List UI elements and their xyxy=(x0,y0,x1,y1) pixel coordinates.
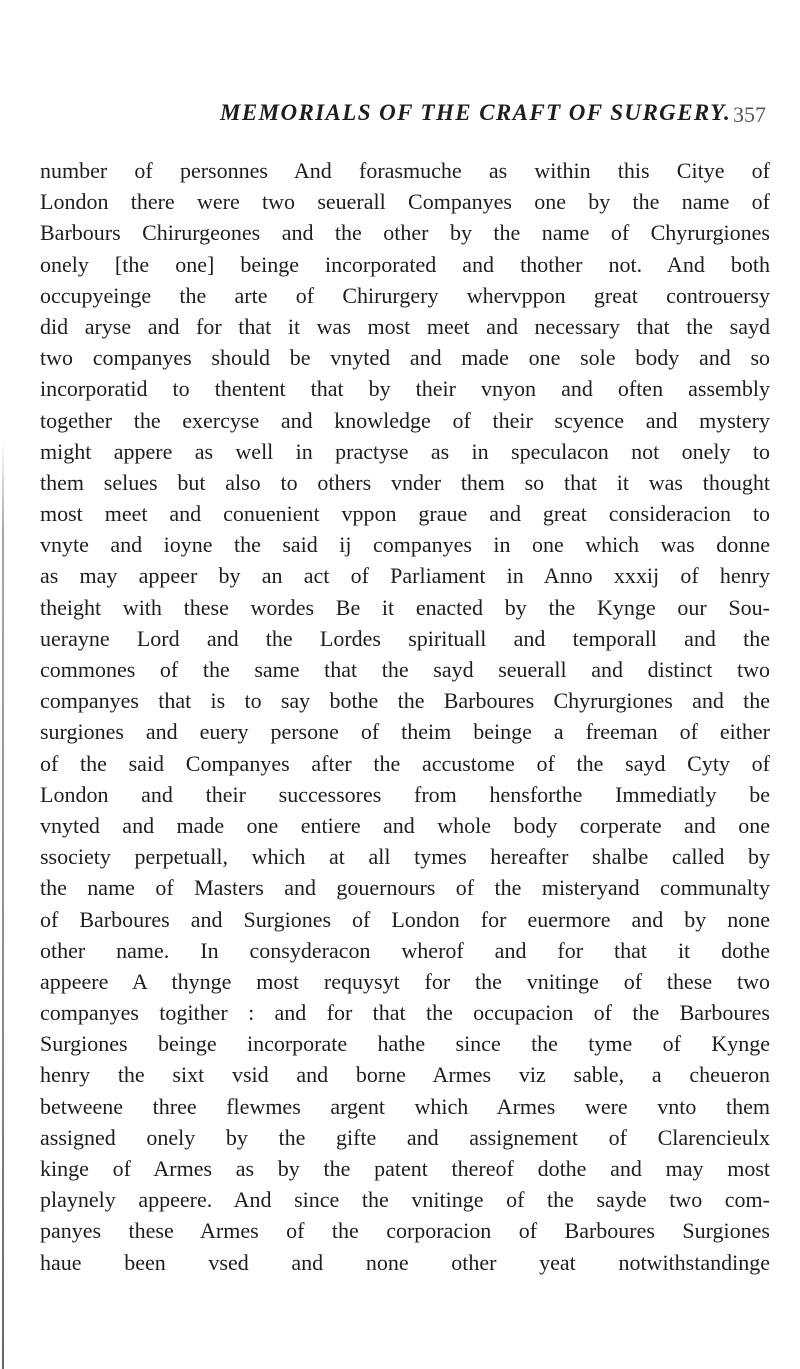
text-line: other name. In consyderacon wherof and for that it dothe xyxy=(40,937,770,963)
text-line: betweene three flewmes argent which Armes were vnto them xyxy=(40,1093,770,1119)
text-line: London there were two seuerall Companyes one by the name of xyxy=(40,189,770,215)
text-line: the name of Masters and gouernours of the misteryand communalty xyxy=(40,875,770,901)
text-line: panyes these Armes of the corporacion of Barboures Surgiones xyxy=(40,1218,770,1244)
text-line: assigned onely by the gifte and assignement of Clarencieulx xyxy=(40,1124,770,1150)
binding-edge-shadow xyxy=(2,440,4,1369)
text-line: two companyes should be vnyted and made one sole body and so xyxy=(40,345,770,371)
text-line: appeere A thynge most requysyt for the vnitinge of these two xyxy=(40,968,770,994)
text-line: companyes that is to say bothe the Barboures Chyrurgiones and the xyxy=(40,688,770,714)
text-line: theight with these wordes Be it enacted by the Kynge our Sou- xyxy=(40,594,770,620)
text-line: might appere as well in practyse as in speculacon not onely to xyxy=(40,438,770,464)
text-line: as may appeer by an act of Parliament in Anno xxxij of henry xyxy=(40,563,770,589)
text-line: of the said Companyes after the accustome of the sayd Cyty of xyxy=(40,750,770,776)
text-line: vnyted and made one entiere and whole body corperate and one xyxy=(40,812,770,838)
text-line: surgiones and euery persone of theim beinge a freeman of either xyxy=(40,719,770,745)
text-line: most meet and conuenient vppon graue and great consideracion to xyxy=(40,501,770,527)
text-line: henry the sixt vsid and borne Armes viz sable, a cheueron xyxy=(40,1062,770,1088)
text-line: Barbours Chirurgeones and the other by the name of Chyrurgiones xyxy=(40,220,770,246)
page-header xyxy=(40,100,800,140)
text-line: did aryse and for that it was most meet and necessary that the sayd xyxy=(40,313,770,339)
text-line: London and their successores from hensforthe Immediatly be xyxy=(40,781,770,807)
text-line: of Barboures and Surgiones of London for euermore and by none xyxy=(40,906,770,932)
text-line: playnely appeere. And since the vnitinge of the sayde two com- xyxy=(40,1187,770,1213)
text-line: ssociety perpetuall, which at all tymes hereafter shalbe called by xyxy=(40,844,770,870)
text-line: together the exercyse and knowledge of their scyence and mystery xyxy=(40,407,770,433)
text-line: Surgiones beinge incorporate hathe since the tyme of Kynge xyxy=(40,1031,770,1057)
text-line: occupyeinge the arte of Chirurgery whervppon great controuersy xyxy=(40,282,770,308)
text-line: uerayne Lord and the Lordes spirituall and temporall and the xyxy=(40,625,770,651)
page-number: 357 xyxy=(733,102,766,127)
text-line: them selues but also to others vnder them so that it was thought xyxy=(40,469,770,495)
text-line: incorporatid to thentent that by their vnyon and often assembly xyxy=(40,376,770,402)
text-line: haue been vsed and none other yeat notwithstandinge xyxy=(40,1249,770,1275)
body-text xyxy=(40,155,770,1278)
text-line: commones of the same that the sayd seuerall and distinct two xyxy=(40,657,770,682)
text-line: vnyte and ioyne the said ij companyes in one which was donne xyxy=(40,532,770,558)
text-line: number of personnes And forasmuche as within this Citye of xyxy=(40,158,770,183)
text-line: onely [the one] beinge incorporated and thother not. And both xyxy=(40,251,770,277)
running-head: MEMORIALS OF THE CRAFT OF SURGERY. xyxy=(220,100,732,125)
text-line: kinge of Armes as by the patent thereof dothe and may most xyxy=(40,1156,770,1181)
text-line: companyes togither : and for that the occupacion of the Barboures xyxy=(40,1000,770,1026)
